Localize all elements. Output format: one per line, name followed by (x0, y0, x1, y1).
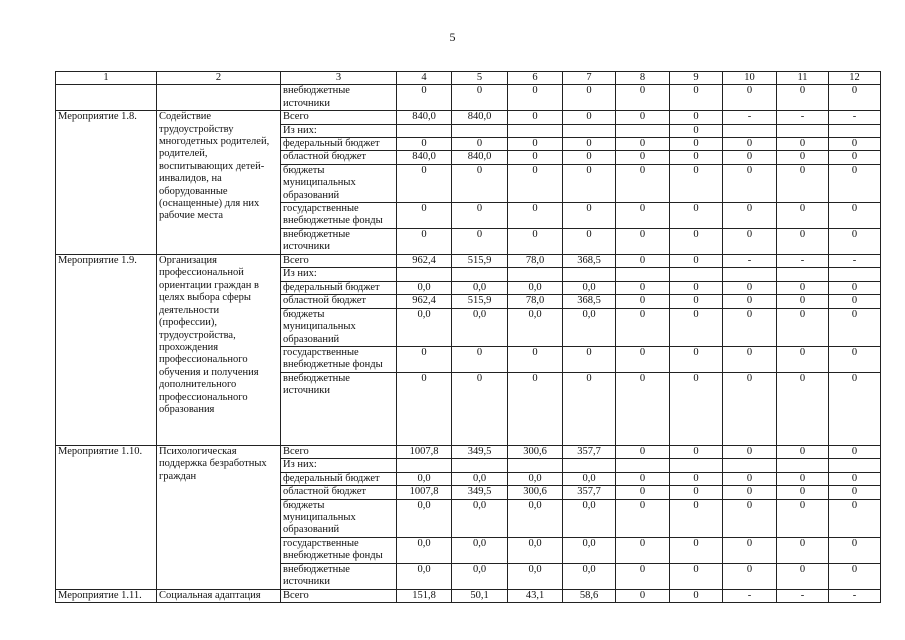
funding-source: внебюджетные источники (281, 563, 397, 589)
value-cell: 0 (397, 164, 452, 202)
funding-source: Из них: (281, 268, 397, 281)
value-cell: 50,1 (452, 589, 508, 602)
value-cell: 0,0 (452, 499, 508, 537)
value-cell: 1007,8 (397, 445, 452, 458)
value-cell: 0 (616, 472, 670, 485)
value-cell: 0 (777, 281, 829, 294)
page-number: 5 (449, 30, 456, 44)
value-cell (397, 459, 452, 472)
value-cell: 0 (397, 346, 452, 372)
column-header: 5 (452, 72, 508, 85)
value-cell: 0 (777, 164, 829, 202)
value-cell: 0,0 (563, 281, 616, 294)
column-header: 8 (616, 72, 670, 85)
value-cell (508, 268, 563, 281)
value-cell: 0 (616, 281, 670, 294)
value-cell: 0 (563, 229, 616, 255)
value-cell: 0 (723, 308, 777, 346)
value-cell: 357,7 (563, 445, 616, 458)
value-cell: 0 (452, 85, 508, 111)
value-cell: 300,6 (508, 486, 563, 499)
column-header: 7 (563, 72, 616, 85)
column-header: 9 (670, 72, 723, 85)
value-cell: 368,5 (563, 295, 616, 308)
value-cell: 0,0 (563, 563, 616, 589)
value-cell: 0 (563, 138, 616, 151)
event-name-cell: Мероприятие 1.8. (56, 111, 157, 255)
value-cell: 0 (616, 151, 670, 164)
funding-source: Всего (281, 445, 397, 458)
value-cell (723, 459, 777, 472)
value-cell: 0,0 (563, 499, 616, 537)
value-cell: 0 (670, 164, 723, 202)
value-cell: 0 (616, 164, 670, 202)
value-cell: 0 (670, 537, 723, 563)
value-cell: 0,0 (563, 537, 616, 563)
value-cell: 0 (670, 281, 723, 294)
event-description-cell (157, 85, 281, 111)
value-cell: 0 (670, 124, 723, 137)
value-cell: 0 (829, 164, 881, 202)
value-cell: 0 (670, 138, 723, 151)
value-cell (829, 124, 881, 137)
value-cell: 962,4 (397, 295, 452, 308)
value-cell: 0 (670, 445, 723, 458)
value-cell: 0 (508, 372, 563, 445)
value-cell: 0 (829, 445, 881, 458)
funding-source: внебюджетные источники (281, 372, 397, 445)
funding-source: Всего (281, 111, 397, 124)
column-header: 4 (397, 72, 452, 85)
value-cell: 0 (508, 346, 563, 372)
value-cell: 1007,8 (397, 486, 452, 499)
value-cell: 0 (723, 151, 777, 164)
funding-source: Из них: (281, 459, 397, 472)
header-row (56, 72, 881, 85)
value-cell (670, 459, 723, 472)
column-header: 1 (56, 72, 157, 85)
value-cell: 0 (616, 346, 670, 372)
value-cell: 0,0 (397, 499, 452, 537)
column-header: 3 (281, 72, 397, 85)
value-cell: 0 (397, 372, 452, 445)
value-cell: 0,0 (452, 472, 508, 485)
funding-source: областной бюджет (281, 486, 397, 499)
value-cell: 0 (777, 138, 829, 151)
value-cell: 0 (723, 281, 777, 294)
value-cell: 0 (563, 203, 616, 229)
value-cell: - (829, 589, 881, 602)
value-cell: - (777, 111, 829, 124)
value-cell: 0 (616, 537, 670, 563)
value-cell: 0,0 (563, 308, 616, 346)
value-cell: 0 (452, 346, 508, 372)
value-cell: 0 (670, 499, 723, 537)
value-cell (723, 268, 777, 281)
value-cell: 0 (723, 563, 777, 589)
funding-source: внебюджетные источники (281, 229, 397, 255)
value-cell (452, 124, 508, 137)
value-cell: - (777, 589, 829, 602)
value-cell: 0 (777, 486, 829, 499)
value-cell: 0 (723, 486, 777, 499)
value-cell: 0 (777, 229, 829, 255)
funding-source: бюджеты муниципальных образований (281, 499, 397, 537)
table-row (56, 255, 881, 268)
value-cell (452, 459, 508, 472)
table-row (56, 589, 881, 602)
value-cell: 0,0 (452, 281, 508, 294)
value-cell: 0 (829, 537, 881, 563)
value-cell: - (777, 255, 829, 268)
event-name-cell (56, 85, 157, 111)
value-cell: 0 (829, 308, 881, 346)
value-cell (616, 124, 670, 137)
column-header: 12 (829, 72, 881, 85)
value-cell: 0 (829, 295, 881, 308)
column-header: 2 (157, 72, 281, 85)
value-cell: 962,4 (397, 255, 452, 268)
value-cell: 0 (723, 164, 777, 202)
value-cell (508, 459, 563, 472)
value-cell: 515,9 (452, 255, 508, 268)
value-cell (777, 124, 829, 137)
value-cell: 0,0 (397, 308, 452, 346)
value-cell: 78,0 (508, 295, 563, 308)
value-cell: 0 (829, 472, 881, 485)
table-row (56, 111, 881, 124)
value-cell: 0,0 (563, 472, 616, 485)
budget-table (55, 71, 881, 603)
value-cell: 0 (777, 308, 829, 346)
value-cell: 0 (670, 308, 723, 346)
value-cell: 0 (452, 138, 508, 151)
value-cell: 0,0 (397, 472, 452, 485)
value-cell: 0 (508, 164, 563, 202)
funding-source: государственные внебюджетные фонды (281, 346, 397, 372)
value-cell (670, 268, 723, 281)
value-cell: 0 (563, 372, 616, 445)
value-cell: 0 (616, 138, 670, 151)
value-cell: 0 (563, 164, 616, 202)
value-cell: 0 (616, 229, 670, 255)
funding-source: областной бюджет (281, 151, 397, 164)
value-cell (777, 459, 829, 472)
funding-source: внебюджетные источники (281, 85, 397, 111)
value-cell: 0 (723, 346, 777, 372)
event-description-cell: Социальная адаптация (157, 589, 281, 602)
event-name-cell: Мероприятие 1.9. (56, 255, 157, 446)
value-cell: 840,0 (397, 111, 452, 124)
value-cell: 0 (670, 295, 723, 308)
value-cell: 0 (670, 372, 723, 445)
value-cell: 0,0 (452, 537, 508, 563)
value-cell: 0,0 (452, 308, 508, 346)
value-cell: 0 (829, 85, 881, 111)
value-cell: 0 (829, 281, 881, 294)
value-cell (397, 268, 452, 281)
value-cell: 0,0 (508, 308, 563, 346)
value-cell: 0 (829, 151, 881, 164)
value-cell: 0 (452, 203, 508, 229)
value-cell: 0 (777, 203, 829, 229)
funding-source: Всего (281, 589, 397, 602)
event-description-cell: Содействие трудоустройству многодетных родителей, родителей, воспитывающих детей-инвалидов, на оборудованные (оснащенные) для них рабочие места (157, 111, 281, 255)
funding-source: Всего (281, 255, 397, 268)
value-cell: 0 (777, 445, 829, 458)
value-cell: 0 (563, 151, 616, 164)
value-cell: 349,5 (452, 445, 508, 458)
value-cell: 0 (616, 499, 670, 537)
value-cell (452, 268, 508, 281)
value-cell: 0 (670, 111, 723, 124)
value-cell: 0 (670, 151, 723, 164)
value-cell: 0 (829, 486, 881, 499)
value-cell: 0 (670, 229, 723, 255)
value-cell: 0 (670, 589, 723, 602)
funding-source: федеральный бюджет (281, 472, 397, 485)
value-cell: 0 (616, 486, 670, 499)
value-cell: 0,0 (508, 281, 563, 294)
value-cell: 0 (508, 111, 563, 124)
value-cell: 0 (670, 203, 723, 229)
value-cell: 0 (723, 85, 777, 111)
value-cell: 0,0 (397, 563, 452, 589)
value-cell (563, 459, 616, 472)
value-cell (563, 268, 616, 281)
value-cell: 0,0 (397, 281, 452, 294)
value-cell: 840,0 (397, 151, 452, 164)
value-cell (397, 124, 452, 137)
value-cell: 0 (723, 372, 777, 445)
value-cell: 0 (563, 111, 616, 124)
value-cell: 0 (397, 229, 452, 255)
value-cell (616, 268, 670, 281)
value-cell: 0 (397, 85, 452, 111)
value-cell: 0 (616, 445, 670, 458)
value-cell (723, 124, 777, 137)
value-cell: 78,0 (508, 255, 563, 268)
value-cell: 0 (723, 138, 777, 151)
value-cell: 0 (829, 346, 881, 372)
event-name-cell: Мероприятие 1.11. (56, 589, 157, 602)
value-cell: - (829, 111, 881, 124)
value-cell: 349,5 (452, 486, 508, 499)
value-cell: 840,0 (452, 151, 508, 164)
value-cell: 0 (829, 499, 881, 537)
value-cell: 43,1 (508, 589, 563, 602)
value-cell: 0 (616, 372, 670, 445)
value-cell: 0 (616, 563, 670, 589)
value-cell: 0 (452, 164, 508, 202)
value-cell: 0 (829, 138, 881, 151)
value-cell: 0 (508, 151, 563, 164)
value-cell (508, 124, 563, 137)
table-body (56, 85, 881, 603)
value-cell: 0,0 (508, 537, 563, 563)
value-cell: - (723, 255, 777, 268)
event-description-cell: Организация профессиональной ориентации граждан в целях выбора сферы деятельности (профессии), трудоустройства, прохождения профессионального обучения и получения дополнительного профессионального образования (157, 255, 281, 446)
value-cell: 0 (723, 295, 777, 308)
value-cell (563, 124, 616, 137)
table-row (56, 85, 881, 111)
value-cell: 0 (829, 203, 881, 229)
value-cell: 0 (452, 229, 508, 255)
value-cell: 0,0 (508, 472, 563, 485)
value-cell: 0 (452, 372, 508, 445)
column-header: 10 (723, 72, 777, 85)
funding-source: областной бюджет (281, 295, 397, 308)
value-cell: 0 (723, 537, 777, 563)
value-cell: 0 (616, 255, 670, 268)
value-cell: 0 (829, 563, 881, 589)
value-cell: 0 (616, 85, 670, 111)
value-cell: 0 (616, 589, 670, 602)
value-cell: 840,0 (452, 111, 508, 124)
value-cell: 0 (777, 151, 829, 164)
funding-source: федеральный бюджет (281, 281, 397, 294)
value-cell: 0 (723, 472, 777, 485)
funding-source: Из них: (281, 124, 397, 137)
value-cell: 0 (777, 563, 829, 589)
value-cell: 0 (777, 85, 829, 111)
value-cell: 0 (670, 486, 723, 499)
value-cell: 0 (777, 372, 829, 445)
value-cell: 0 (670, 346, 723, 372)
funding-source: государственные внебюджетные фонды (281, 537, 397, 563)
value-cell: 0 (829, 229, 881, 255)
value-cell: 0,0 (452, 563, 508, 589)
value-cell: 0 (563, 85, 616, 111)
value-cell (777, 268, 829, 281)
funding-source: федеральный бюджет (281, 138, 397, 151)
value-cell: - (723, 589, 777, 602)
value-cell: 0 (777, 537, 829, 563)
value-cell: 368,5 (563, 255, 616, 268)
value-cell: 151,8 (397, 589, 452, 602)
value-cell (829, 268, 881, 281)
value-cell: 0 (397, 203, 452, 229)
value-cell: 0 (723, 445, 777, 458)
value-cell (616, 459, 670, 472)
value-cell: 0 (508, 203, 563, 229)
value-cell: 0 (723, 499, 777, 537)
value-cell: 515,9 (452, 295, 508, 308)
value-cell: 0 (670, 563, 723, 589)
column-header: 11 (777, 72, 829, 85)
event-description-cell: Психологическая поддержка безработных граждан (157, 445, 281, 589)
value-cell: - (829, 255, 881, 268)
value-cell: 0 (563, 346, 616, 372)
value-cell: 58,6 (563, 589, 616, 602)
value-cell: 0 (397, 138, 452, 151)
funding-source: бюджеты муниципальных образований (281, 308, 397, 346)
value-cell: 0 (723, 203, 777, 229)
value-cell: 0 (777, 499, 829, 537)
value-cell: 0 (616, 111, 670, 124)
value-cell: 0 (508, 85, 563, 111)
value-cell: 0 (616, 308, 670, 346)
value-cell: 0 (670, 255, 723, 268)
value-cell: 0 (723, 229, 777, 255)
value-cell: 300,6 (508, 445, 563, 458)
column-header: 6 (508, 72, 563, 85)
value-cell: 0 (616, 203, 670, 229)
funding-source: государственные внебюджетные фонды (281, 203, 397, 229)
value-cell: 0 (777, 472, 829, 485)
value-cell: 0,0 (397, 537, 452, 563)
value-cell: 0 (670, 85, 723, 111)
value-cell: 357,7 (563, 486, 616, 499)
value-cell: 0,0 (508, 563, 563, 589)
value-cell: 0,0 (508, 499, 563, 537)
value-cell: 0 (829, 372, 881, 445)
table-row (56, 445, 881, 458)
value-cell: - (723, 111, 777, 124)
value-cell (829, 459, 881, 472)
event-name-cell: Мероприятие 1.10. (56, 445, 157, 589)
funding-source: бюджеты муниципальных образований (281, 164, 397, 202)
value-cell: 0 (616, 295, 670, 308)
value-cell: 0 (777, 295, 829, 308)
value-cell: 0 (508, 138, 563, 151)
value-cell: 0 (670, 472, 723, 485)
value-cell: 0 (777, 346, 829, 372)
value-cell: 0 (508, 229, 563, 255)
